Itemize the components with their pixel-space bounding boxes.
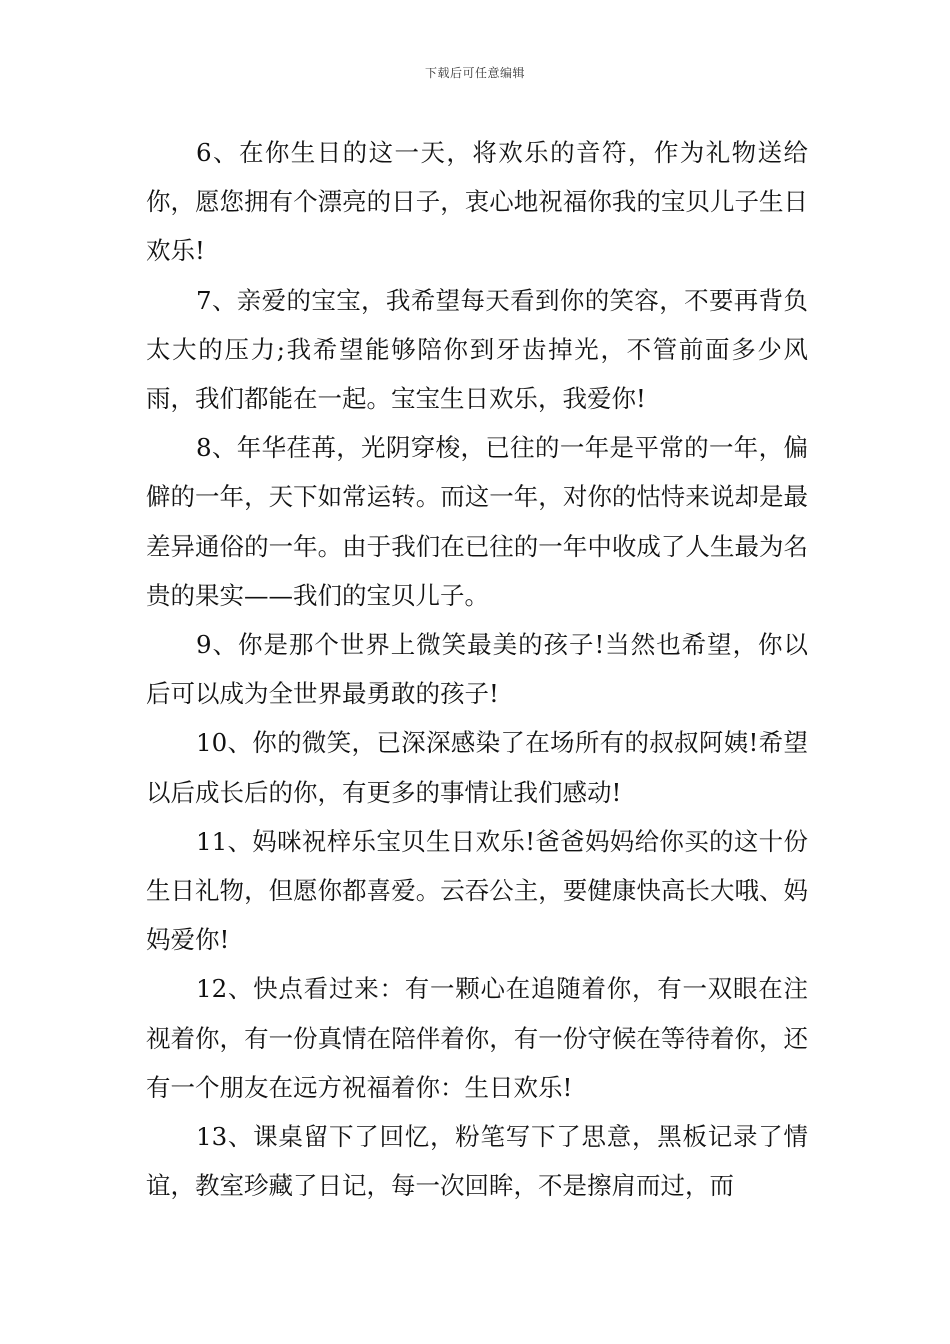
- page-header: 下载后可任意编辑: [424, 66, 525, 80]
- paragraph-11: 11、妈咪祝梓乐宝贝生日欢乐!爸爸妈妈给你买的这十份生日礼物，但愿你都喜爱。云吞公主，要健康快高长大哦、妈妈爱你!: [146, 826, 808, 955]
- document-body: [146, 128, 808, 1210]
- paragraph-13: 13、课桌留下了回忆，粉笔写下了思意，黑板记录了情谊，教室珍藏了日记，每一次回眸，不是擦肩而过，而: [146, 1122, 808, 1201]
- paragraph-6: 6、在你生日的这一天，将欢乐的音符，作为礼物送给你，愿您拥有个漂亮的日子，衷心地祝福你我的宝贝儿子生日欢乐!: [146, 138, 808, 266]
- paragraph-10: 10、你的微笑，已深深感染了在场所有的叔叔阿姨!希望以后成长后的你，有更多的事情让我们感动!: [146, 728, 808, 807]
- paragraph-9: 9、你是那个世界上微笑最美的孩子!当然也希望，你以后可以成为全世界最勇敢的孩子!: [146, 630, 808, 709]
- paragraph-12: 12、快点看过来：有一颗心在追随着你，有一双眼在注视着你，有一份真情在陪伴着你，有一份守候在等待着你，还有一个朋友在远方祝福着你：生日欢乐!: [146, 974, 808, 1102]
- paragraph-7: 7、亲爱的宝宝，我希望每天看到你的笑容，不要再背负太大的压力;我希望能够陪你到牙齿掉光，不管前面多少风雨，我们都能在一起。宝宝生日欢乐，我爱你!: [146, 285, 808, 414]
- paragraph-8: 8、年华荏苒，光阴穿梭，已往的一年是平常的一年，偏僻的一年，天下如常运转。而这一年，对你的怙恃来说却是最差异通俗的一年。由于我们在已往的一年中收成了人生最为名贵的果实——我们的宝贝儿子。: [146, 433, 808, 610]
